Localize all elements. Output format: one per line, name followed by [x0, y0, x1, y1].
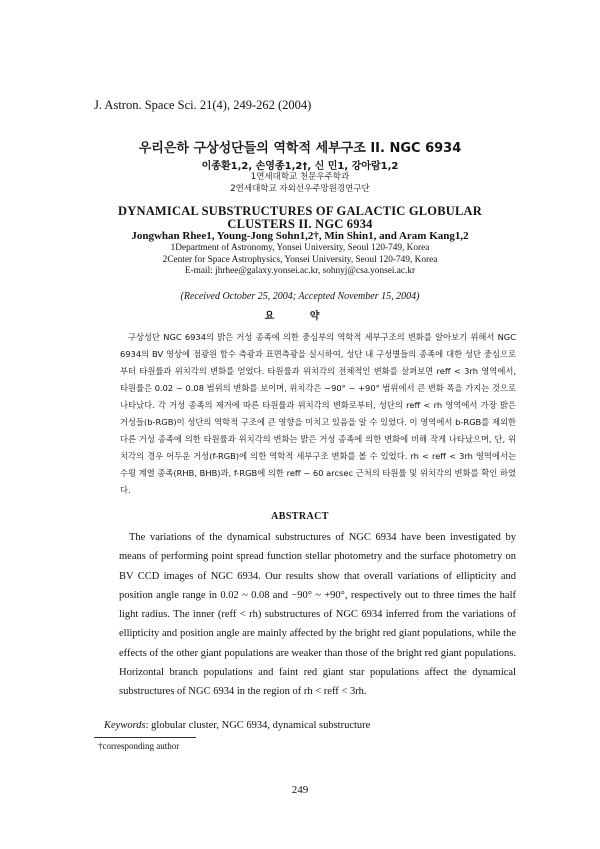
keywords-label: Keywords	[104, 720, 146, 731]
email-line: E-mail: jhrhee@galaxy.yonsei.ac.kr, sohnyj@csa.yonsei.ac.kr	[184, 266, 416, 276]
english-affiliation-2: 2Center for Space Astrophysics, Yonsei University, Seoul 120-749, Korea	[162, 255, 438, 265]
journal-citation: J. Astron. Space Sci. 21(4), 249-262 (2004)	[94, 98, 312, 112]
english-title-line-1: DYNAMICAL SUBSTRUCTURES OF GALACTIC GLOBULAR	[118, 204, 482, 218]
keywords-text: globular cluster, NGC 6934, dynamical substructure	[151, 720, 371, 731]
korean-abstract-heading: 요 약	[264, 311, 336, 322]
korean-title: 우리은하 구상성단들의 역학적 세부구조 II. NGC 6934	[138, 141, 462, 156]
english-title	[0, 205, 600, 231]
keywords-line: Keywords: globular cluster, NGC 6934, dynamical substructure	[104, 720, 371, 731]
english-abstract: The variations of the dynamical substructures of NGC 6934 have been investigated by means of performing point spread function stellar photometry and the surface photometry on BV CCD images of NGC 6934. Our results show that overall variations of ellipticity and position angle range in 0.02 ~ 0.08 and −90° ~ +90°, respectively out to three times the half light radius. The inner (reff < rh) substructures of NGC 6934 inferred from the variations of ellipticity and position angle are mainly affected by the bright red giant populations, while the effects of the other giant populations are weaker than those of the bright red giant populations. Horizontal branch populations and faint red giant star populations affect the dynamical substructures of NGC 6934 in the region of rh < reff < 3rh.	[119, 532, 516, 698]
english-authors: Jongwhan Rhee1, Young-Jong Sohn1,2†, Min Shin1, and Aram Kang1,2	[131, 230, 469, 242]
page-number: 249	[291, 784, 309, 796]
footnote-rule	[94, 737, 196, 738]
abstract-heading: ABSTRACT	[271, 511, 329, 522]
korean-authors: 이종환1,2, 손영종1,2†, 신 민1, 강아람1,2	[201, 161, 399, 172]
korean-abstract: 구상성단 NGC 6934의 밝은 거성 종족에 의한 중심부의 역학적 세부구조의 변화를 알아보기 위해서 NGC 6934의 BV 영상에 점광원 함수 측광과 표면측광을 실시하여, 성단 내 구성별들의 종족에 대한 성단 중심으로부터 타원률과 위치각의 변화를 얻었다. 타원률과 위치각의 전체적인 변화를 살펴보면 reff < 3rh 영역에서, 타원률은 0.02 ~ 0.08 범위의 변화를 보이며, 위치각은 −90° ~ +90° 범위에서 큰 변화 폭을 가지는 것으로 나타났다. 각 거성 종족의 제거에 따른 타원률과 위치각의 변화로부터, 성단의 reff < rh 영역에서 가장 밝은 거성들(b-RGB)이 성단의 역학적 구조에 큰 영향을 미치고 있음을 알 수 있었다. 이 영역에서 b-RGB를 제외한 다른 거성 종족에 의한 타원률과 위치각의 변화는 밝은 거성 종족에 의한 변화에 비해 작게 나타났으며, 단, 위치각의 경우 어두운 거성(f-RGB)에 의한 역학적 세부구조 변화를 볼 수 있었다. rh < reff < 3rh 영역에서는 수평 계열 종족(RHB, BHB)과, f-RGB에 의한 reff ~ 60 arcsec 근처의 타원률 및 위치각의 변화를 확인 하였다.	[120, 332, 516, 495]
received-accepted-dates: (Received October 25, 2004; Accepted November 15, 2004)	[180, 291, 420, 302]
english-affiliation-1: 1Department of Astronomy, Yonsei University, Seoul 120-749, Korea	[170, 243, 430, 253]
korean-affiliation-1: 1연세대학교 천문우주학과	[250, 172, 350, 182]
english-title-line-2: CLUSTERS II. NGC 6934	[227, 217, 373, 231]
footnote: †corresponding author	[98, 741, 180, 751]
korean-affiliation-2: 2연세대학교 자외선우주망원경연구단	[230, 184, 370, 194]
